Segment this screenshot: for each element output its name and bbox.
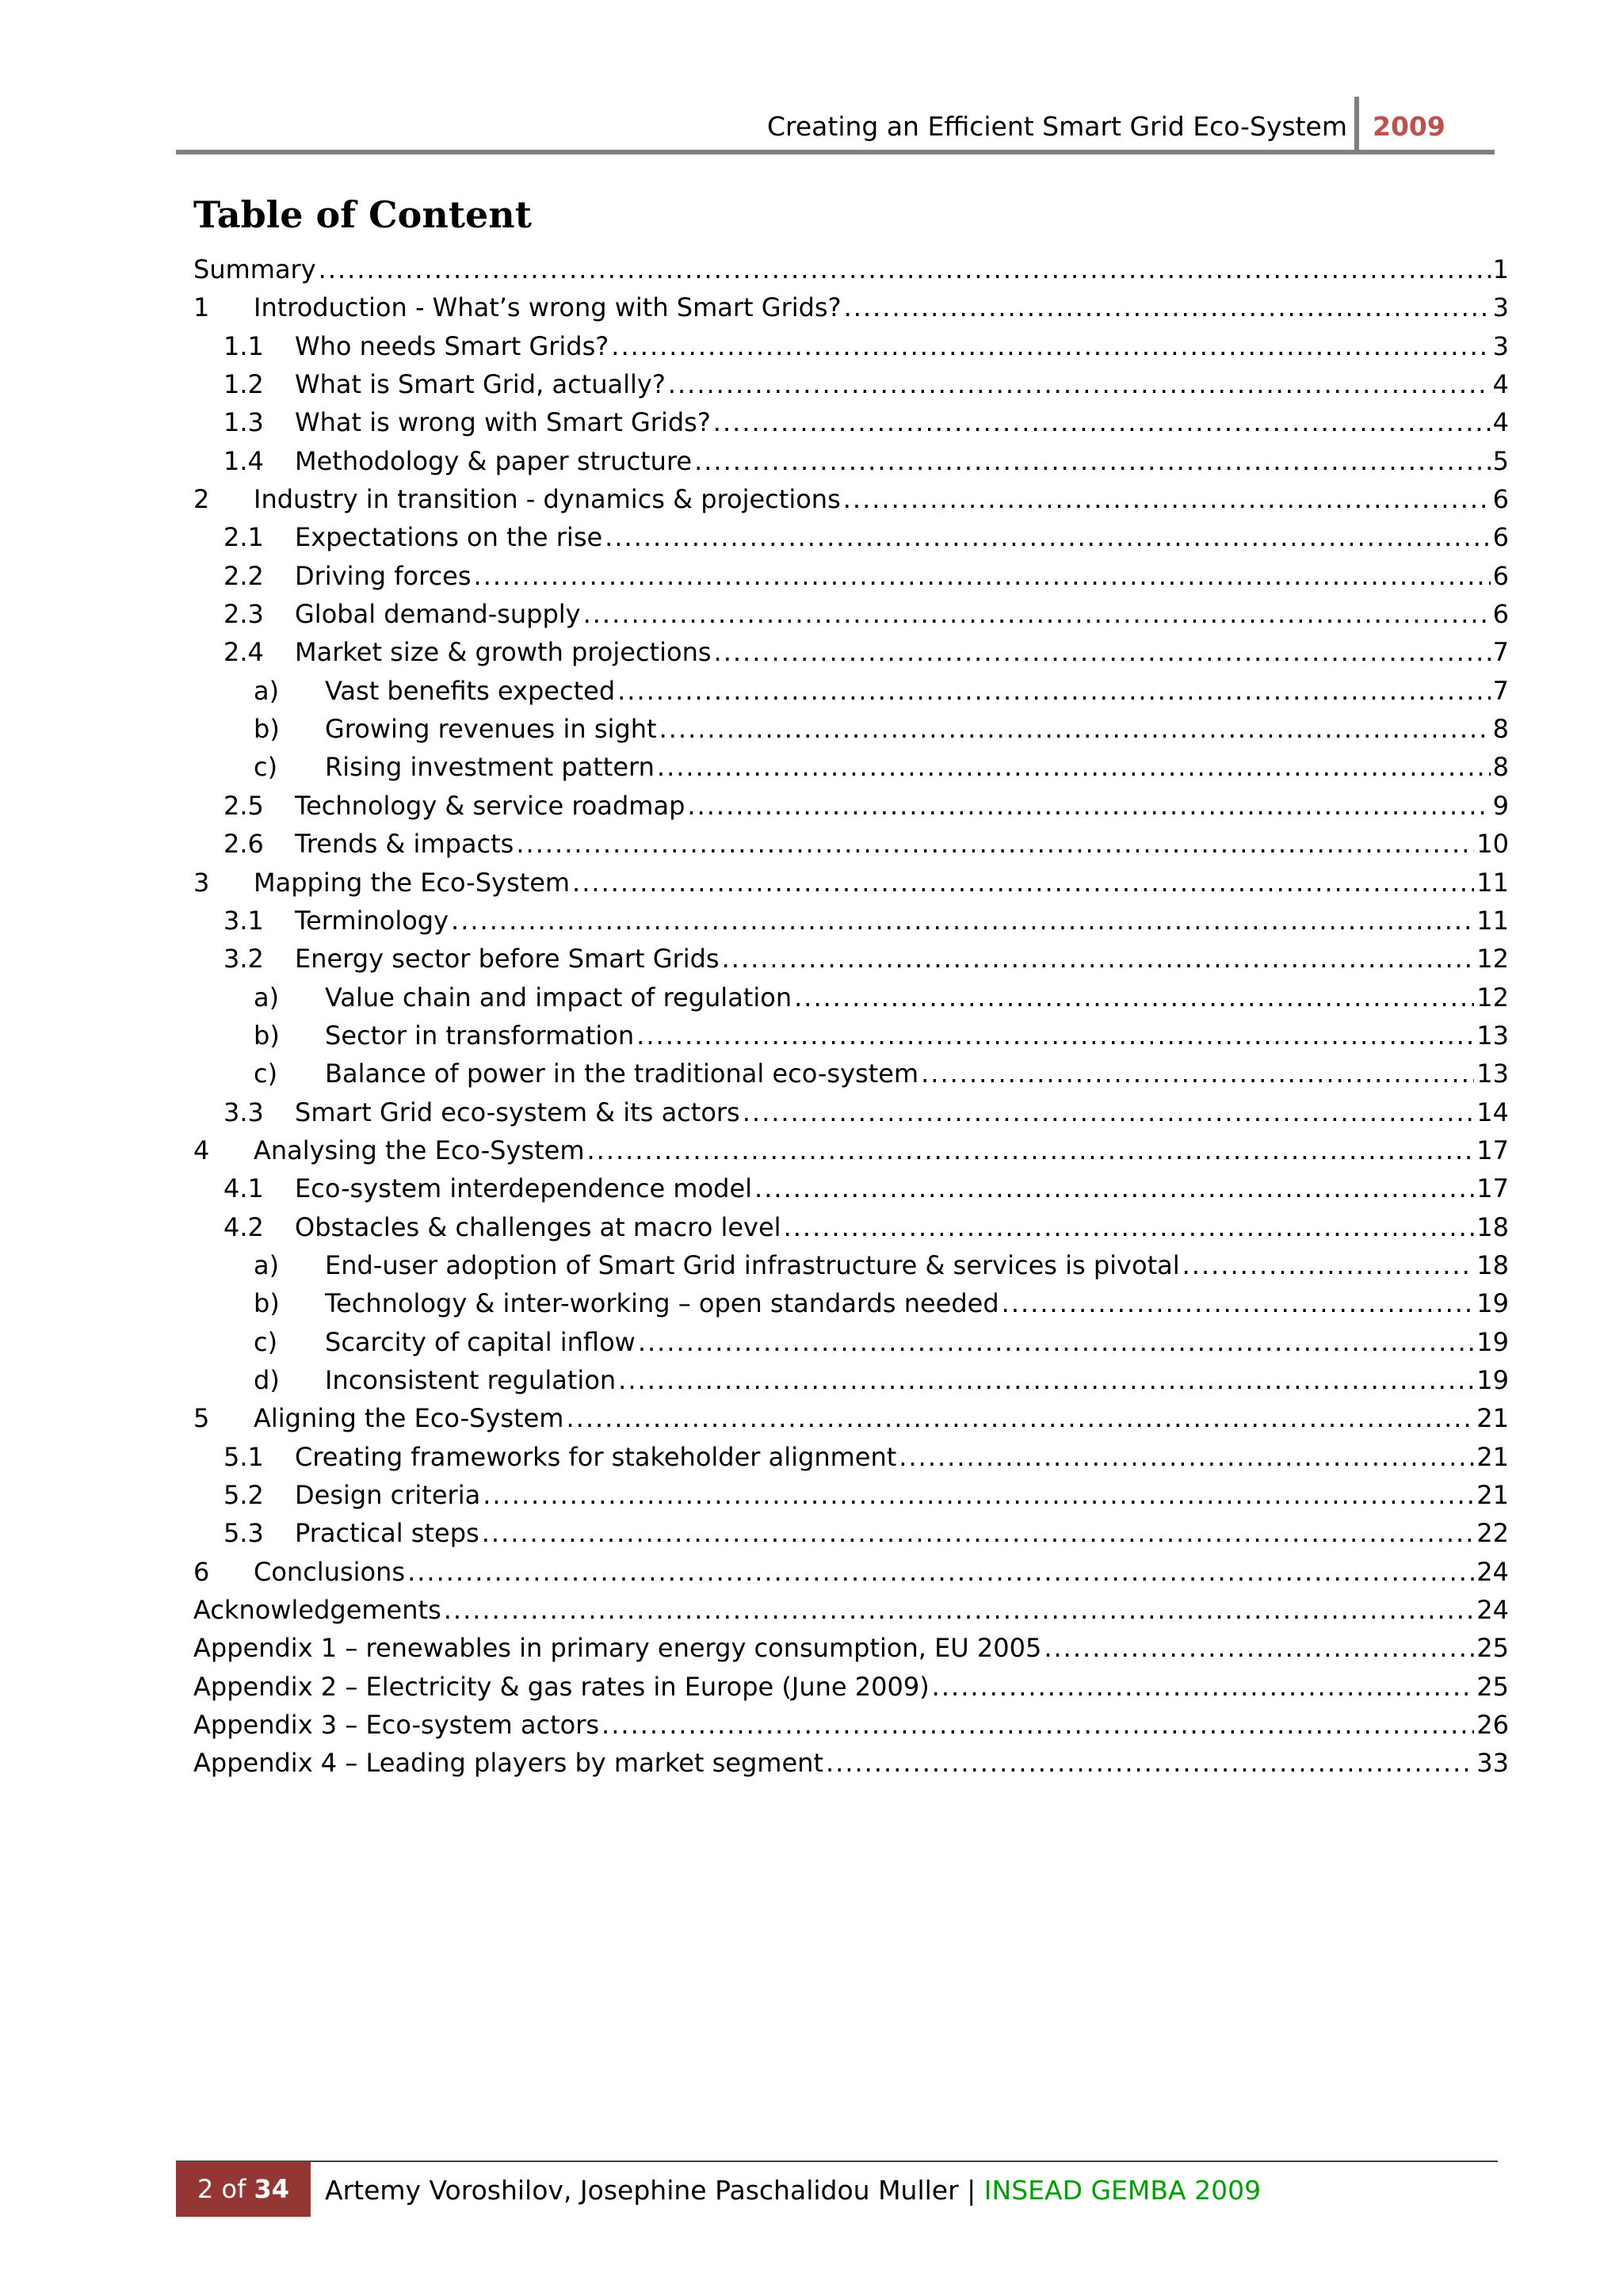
toc-dot-leader <box>572 864 1474 902</box>
toc-entry-page: 9 <box>1492 790 1509 821</box>
toc-entry[interactable] <box>193 327 1509 365</box>
toc-entry[interactable] <box>193 710 1509 748</box>
toc-entry-number: 2.2 <box>223 560 264 591</box>
toc-dot-leader <box>611 327 1490 365</box>
toc-entry-number: 3.1 <box>223 905 264 936</box>
toc-entry-page: 22 <box>1476 1518 1509 1549</box>
toc-entry-title: Balance of power in the traditional eco-system <box>325 1058 919 1089</box>
toc-entry-page: 17 <box>1476 1135 1509 1165</box>
toc-entry-page: 11 <box>1476 905 1509 936</box>
toc-entry-title: Value chain and impact of regulation <box>325 982 792 1013</box>
toc-dot-leader <box>784 1208 1475 1246</box>
toc-entry-page: 13 <box>1476 1058 1509 1089</box>
toc-entry-number: a) <box>254 1249 280 1280</box>
toc-entry[interactable] <box>193 1744 1509 1782</box>
toc-entry-number: 1.4 <box>223 445 264 476</box>
toc-entry-number: 2.3 <box>223 599 264 630</box>
toc-entry[interactable] <box>193 557 1509 595</box>
toc-entry-page: 13 <box>1476 1020 1509 1051</box>
toc-entry-page: 17 <box>1476 1173 1509 1204</box>
toc-heading: Table of Content <box>193 193 532 236</box>
toc-dot-leader <box>451 902 1474 940</box>
toc-dot-leader <box>722 940 1475 978</box>
toc-dot-leader <box>899 1438 1474 1476</box>
toc-entry[interactable] <box>193 365 1509 403</box>
toc-entry-number: c) <box>254 1326 278 1357</box>
toc-entry-page: 5 <box>1492 445 1509 476</box>
toc-dot-leader <box>586 1131 1474 1169</box>
toc-entry-page: 10 <box>1476 829 1509 860</box>
toc-entry-title: Technology & inter-working – open standards needed <box>325 1288 999 1319</box>
toc-entry-title: What is Smart Grid, actually? <box>295 369 666 400</box>
toc-entry-title: Sector in transformation <box>325 1020 635 1051</box>
toc-entry-title: Energy sector before Smart Grids <box>295 944 720 974</box>
toc-entry-number: 2.1 <box>223 522 264 553</box>
toc-entry-page: 19 <box>1476 1326 1509 1357</box>
page-number-of: of <box>221 2174 246 2204</box>
toc-entry-title: Aligning the Eco-System <box>254 1403 564 1434</box>
toc-entry-number: 1.1 <box>223 330 264 361</box>
toc-entry[interactable] <box>193 1016 1509 1055</box>
toc-entry-title: Design criteria <box>295 1480 481 1510</box>
toc-dot-leader <box>444 1591 1475 1629</box>
toc-entry-page: 4 <box>1492 407 1509 438</box>
toc-dot-leader <box>713 403 1491 441</box>
toc-entry[interactable] <box>193 748 1509 786</box>
toc-dot-leader <box>407 1553 1474 1591</box>
toc-entry-title: Creating frameworks for stakeholder alignment <box>295 1441 897 1472</box>
toc-entry[interactable] <box>193 902 1509 940</box>
toc-entry-title: Conclusions <box>254 1556 406 1587</box>
toc-entry-title: Technology & service roadmap <box>295 790 685 821</box>
toc-entry[interactable] <box>193 1246 1509 1284</box>
toc-dot-leader <box>1182 1246 1475 1284</box>
toc-entry-page: 24 <box>1476 1556 1509 1587</box>
toc-entry-number: 4 <box>193 1135 210 1165</box>
toc-entry[interactable] <box>193 1553 1509 1591</box>
toc-entry-title: Vast benefits expected <box>325 675 616 706</box>
toc-dot-leader <box>668 365 1491 403</box>
toc-entry[interactable] <box>193 864 1509 902</box>
toc-entry[interactable] <box>193 1668 1509 1706</box>
toc-dot-leader <box>566 1399 1474 1437</box>
header-rule <box>176 150 1495 154</box>
toc-entry-title: Appendix 3 – Eco-system actors <box>193 1710 600 1741</box>
toc-entry[interactable] <box>193 1438 1509 1476</box>
footer-text <box>325 2172 1261 2210</box>
toc-entry-number: 1.2 <box>223 369 264 400</box>
toc-entry-title: Scarcity of capital inflow <box>325 1326 636 1357</box>
toc-entry[interactable] <box>193 442 1509 480</box>
toc-entry[interactable] <box>193 1361 1509 1399</box>
toc-entry[interactable] <box>193 787 1509 825</box>
toc-entry-number: 4.1 <box>223 1173 264 1204</box>
toc-entry-page: 11 <box>1476 867 1509 898</box>
toc-dot-leader <box>659 710 1491 748</box>
toc-entry-page: 21 <box>1476 1441 1509 1472</box>
toc-dot-leader <box>516 825 1474 863</box>
toc-entry-number: c) <box>254 1058 278 1089</box>
toc-entry-number: 2.4 <box>223 637 264 668</box>
toc-dot-leader <box>754 1169 1474 1207</box>
toc-entry-number: 3.2 <box>223 944 264 974</box>
toc-entry-page: 7 <box>1492 637 1509 668</box>
toc-entry-title: Market size & growth projections <box>295 637 712 668</box>
toc-entry-title: Appendix 2 – Electricity & gas rates in Europe (June 2009) <box>193 1671 930 1702</box>
toc-dot-leader <box>583 595 1491 633</box>
toc-entry-page: 33 <box>1476 1748 1509 1779</box>
toc-entry[interactable] <box>193 672 1509 710</box>
toc-dot-leader <box>605 518 1490 556</box>
toc-entry-title: Methodology & paper structure <box>295 445 693 476</box>
toc-entry-number: 1.3 <box>223 407 264 438</box>
toc-entry[interactable] <box>193 1131 1509 1169</box>
toc-entry[interactable] <box>193 1055 1509 1093</box>
toc-entry[interactable] <box>193 1399 1509 1437</box>
toc-entry[interactable] <box>193 1208 1509 1246</box>
toc-entry-number: 3.3 <box>223 1097 264 1127</box>
toc-entry[interactable] <box>193 1591 1509 1629</box>
toc-entry-number: 5.2 <box>223 1480 264 1510</box>
toc-entry-title: Who needs Smart Grids? <box>295 330 609 361</box>
toc-entry-title: Appendix 4 – Leading players by market segment <box>193 1748 823 1779</box>
toc-entry-title: Driving forces <box>295 560 472 591</box>
toc-dot-leader <box>743 1093 1475 1131</box>
page-number-total: 34 <box>254 2174 290 2204</box>
toc-entry-page: 21 <box>1476 1403 1509 1434</box>
table-of-contents <box>193 250 1509 1783</box>
toc-dot-leader <box>1044 1629 1474 1667</box>
toc-entry-page: 25 <box>1476 1633 1509 1664</box>
toc-entry-number: 2.6 <box>223 829 264 860</box>
toc-entry-number: 2.5 <box>223 790 264 821</box>
footer-separator: | <box>967 2175 976 2206</box>
toc-dot-leader <box>482 1514 1475 1552</box>
toc-dot-leader <box>826 1744 1474 1782</box>
toc-entry-number: 4.2 <box>223 1211 264 1242</box>
toc-dot-leader <box>618 1361 1474 1399</box>
header-title: Creating an Efficient Smart Grid Eco-System <box>766 111 1347 142</box>
toc-entry[interactable] <box>193 940 1509 978</box>
toc-dot-leader <box>657 748 1491 786</box>
toc-entry-number: 3 <box>193 867 210 898</box>
toc-entry-page: 19 <box>1476 1288 1509 1319</box>
page-number-current: 2 <box>197 2174 214 2204</box>
toc-dot-leader <box>636 1016 1474 1055</box>
toc-entry-title: Practical steps <box>295 1518 479 1549</box>
toc-entry-title: Terminology <box>295 905 449 936</box>
header-divider <box>1354 97 1359 152</box>
toc-entry[interactable] <box>193 288 1509 326</box>
toc-entry-page: 3 <box>1492 292 1509 323</box>
toc-entry-page: 18 <box>1476 1211 1509 1242</box>
toc-dot-leader <box>319 250 1491 288</box>
toc-entry-title: Industry in transition - dynamics & projections <box>254 484 841 515</box>
toc-entry[interactable] <box>193 1629 1509 1667</box>
toc-dot-leader <box>843 480 1491 518</box>
toc-entry-number: 6 <box>193 1556 210 1587</box>
toc-entry[interactable] <box>193 825 1509 863</box>
toc-entry-page: 6 <box>1492 599 1509 630</box>
toc-dot-leader <box>617 672 1491 710</box>
toc-dot-leader <box>932 1668 1475 1706</box>
toc-entry-number: b) <box>254 1288 280 1319</box>
toc-entry-title: Introduction - What’s wrong with Smart Grids? <box>254 292 842 323</box>
toc-entry-page: 12 <box>1476 944 1509 974</box>
toc-entry-page: 6 <box>1492 560 1509 591</box>
toc-entry[interactable] <box>193 633 1509 671</box>
toc-entry-title: Inconsistent regulation <box>325 1364 617 1395</box>
toc-entry-number: 1 <box>193 292 210 323</box>
toc-dot-leader <box>794 978 1474 1016</box>
header-year: 2009 <box>1373 111 1445 142</box>
toc-entry-title: Smart Grid eco-system & its actors <box>295 1097 740 1127</box>
toc-entry-number: a) <box>254 675 280 706</box>
toc-dot-leader <box>601 1706 1474 1744</box>
toc-entry-title: Expectations on the rise <box>295 522 603 553</box>
toc-entry[interactable] <box>193 1093 1509 1131</box>
toc-entry-title: Trends & impacts <box>295 829 514 860</box>
toc-dot-leader <box>714 633 1491 671</box>
toc-entry[interactable] <box>193 978 1509 1016</box>
toc-entry[interactable] <box>193 1514 1509 1552</box>
toc-entry-page: 7 <box>1492 675 1509 706</box>
toc-entry-page: 4 <box>1492 369 1509 400</box>
toc-entry-page: 14 <box>1476 1097 1509 1127</box>
toc-entry-title: Global demand-supply <box>295 599 581 630</box>
toc-entry-title: Eco-system interdependence model <box>295 1173 753 1204</box>
toc-entry-page: 3 <box>1492 330 1509 361</box>
toc-entry[interactable] <box>193 403 1509 441</box>
toc-entry-page: 8 <box>1492 714 1509 745</box>
toc-dot-leader <box>1002 1284 1475 1322</box>
toc-entry[interactable] <box>193 1169 1509 1207</box>
toc-entry-title: End-user adoption of Smart Grid infrastructure & services is pivotal <box>325 1249 1180 1280</box>
toc-entry-title: What is wrong with Smart Grids? <box>295 407 711 438</box>
toc-entry-page: 6 <box>1492 484 1509 515</box>
footer-authors: Artemy Voroshilov, Josephine Paschalidou Muller <box>325 2175 959 2206</box>
toc-entry-title: Obstacles & challenges at macro level <box>295 1211 781 1242</box>
toc-dot-leader <box>474 557 1491 595</box>
toc-entry[interactable] <box>193 518 1509 556</box>
toc-entry-title: Appendix 1 – renewables in primary energy consumption, EU 2005 <box>193 1633 1042 1664</box>
toc-entry[interactable] <box>193 1323 1509 1361</box>
toc-entry[interactable] <box>193 480 1509 518</box>
toc-entry-page: 26 <box>1476 1710 1509 1741</box>
toc-entry-title: Summary <box>193 254 316 284</box>
toc-entry-page: 1 <box>1492 254 1509 284</box>
toc-dot-leader <box>844 288 1491 326</box>
toc-entry-page: 8 <box>1492 752 1509 783</box>
toc-entry-title: Growing revenues in sight <box>325 714 657 745</box>
toc-entry-page: 18 <box>1476 1249 1509 1280</box>
toc-entry[interactable] <box>193 1706 1509 1744</box>
toc-dot-leader <box>921 1055 1474 1093</box>
toc-entry-number: c) <box>254 752 278 783</box>
toc-entry-page: 19 <box>1476 1364 1509 1395</box>
toc-entry[interactable] <box>193 1284 1509 1322</box>
footer-rule <box>176 2161 1498 2162</box>
toc-entry-title: Analysing the Eco-System <box>254 1135 585 1165</box>
toc-entry-number: 5.1 <box>223 1441 264 1472</box>
toc-entry[interactable] <box>193 595 1509 633</box>
toc-entry-number: 2 <box>193 484 210 515</box>
toc-entry-number: b) <box>254 714 280 745</box>
toc-entry-number: d) <box>254 1364 280 1395</box>
footer-org: INSEAD GEMBA 2009 <box>983 2175 1262 2206</box>
toc-entry-number: b) <box>254 1020 280 1051</box>
toc-entry-title: Rising investment pattern <box>325 752 655 783</box>
toc-entry-page: 24 <box>1476 1595 1509 1626</box>
toc-dot-leader <box>638 1323 1474 1361</box>
toc-entry-page: 21 <box>1476 1480 1509 1510</box>
toc-entry-title: Acknowledgements <box>193 1595 441 1626</box>
toc-entry-number: 5.3 <box>223 1518 264 1549</box>
toc-entry-page: 25 <box>1476 1671 1509 1702</box>
toc-entry-page: 6 <box>1492 522 1509 553</box>
toc-dot-leader <box>694 442 1491 480</box>
toc-entry-title: Mapping the Eco-System <box>254 867 571 898</box>
toc-entry-number: 5 <box>193 1403 210 1434</box>
toc-entry[interactable] <box>193 1476 1509 1514</box>
toc-entry[interactable] <box>193 250 1509 288</box>
page-number-box <box>176 2161 311 2217</box>
toc-dot-leader <box>687 787 1490 825</box>
toc-entry-number: a) <box>254 982 280 1013</box>
toc-entry-page: 12 <box>1476 982 1509 1013</box>
toc-dot-leader <box>483 1476 1474 1514</box>
